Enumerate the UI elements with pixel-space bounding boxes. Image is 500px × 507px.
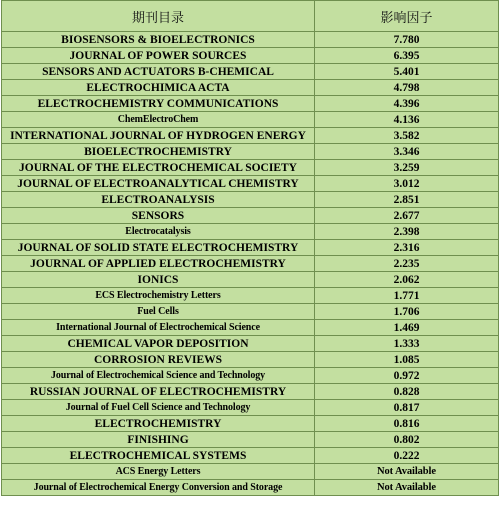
journal-name-cell: Journal of Electrochemical Energy Conversion and Storage xyxy=(2,480,315,496)
impact-factor-cell: 4.798 xyxy=(315,80,499,96)
table-row xyxy=(2,208,499,224)
journal-impact-table xyxy=(1,0,499,496)
table-row xyxy=(2,416,499,432)
journal-name-cell: ELECTROCHEMISTRY xyxy=(2,416,315,432)
journal-name-cell: SENSORS xyxy=(2,208,315,224)
impact-factor-cell: 1.706 xyxy=(315,304,499,320)
impact-factor-cell: 5.401 xyxy=(315,64,499,80)
journal-name-cell: BIOSENSORS & BIOELECTRONICS xyxy=(2,32,315,48)
table-row xyxy=(2,320,499,336)
table-row xyxy=(2,272,499,288)
table-row xyxy=(2,80,499,96)
journal-name-cell: ChemElectroChem xyxy=(2,112,315,128)
journal-name-cell: INTERNATIONAL JOURNAL OF HYDROGEN ENERGY xyxy=(2,128,315,144)
journal-name-cell: ELECTROCHIMICA ACTA xyxy=(2,80,315,96)
journal-name-cell: FINISHING xyxy=(2,432,315,448)
table-row xyxy=(2,240,499,256)
impact-factor-cell: 0.222 xyxy=(315,448,499,464)
table-row xyxy=(2,160,499,176)
journal-name-cell: Journal of Electrochemical Science and Technology xyxy=(2,368,315,384)
impact-factor-cell: 3.259 xyxy=(315,160,499,176)
table-row xyxy=(2,64,499,80)
impact-factor-cell: Not Available xyxy=(315,464,499,480)
impact-factor-cell: 4.136 xyxy=(315,112,499,128)
impact-factor-cell: 2.398 xyxy=(315,224,499,240)
impact-factor-cell: 1.333 xyxy=(315,336,499,352)
impact-factor-cell: 3.582 xyxy=(315,128,499,144)
table-row xyxy=(2,336,499,352)
impact-factor-cell: Not Available xyxy=(315,480,499,496)
impact-factor-cell: 0.816 xyxy=(315,416,499,432)
header-row xyxy=(2,1,499,32)
journal-name-cell: CORROSION REVIEWS xyxy=(2,352,315,368)
table-row xyxy=(2,432,499,448)
impact-factor-cell: 3.346 xyxy=(315,144,499,160)
journal-name-cell: JOURNAL OF SOLID STATE ELECTROCHEMISTRY xyxy=(2,240,315,256)
table-row xyxy=(2,448,499,464)
journal-name-cell: JOURNAL OF APPLIED ELECTROCHEMISTRY xyxy=(2,256,315,272)
journal-name-cell: SENSORS AND ACTUATORS B-CHEMICAL xyxy=(2,64,315,80)
journal-name-cell: JOURNAL OF POWER SOURCES xyxy=(2,48,315,64)
impact-factor-cell: 2.677 xyxy=(315,208,499,224)
journal-name-cell: Fuel Cells xyxy=(2,304,315,320)
journal-name-cell: RUSSIAN JOURNAL OF ELECTROCHEMISTRY xyxy=(2,384,315,400)
journal-name-cell: JOURNAL OF THE ELECTROCHEMICAL SOCIETY xyxy=(2,160,315,176)
impact-factor-cell: 3.012 xyxy=(315,176,499,192)
journal-name-cell: BIOELECTROCHEMISTRY xyxy=(2,144,315,160)
impact-factor-cell: 1.469 xyxy=(315,320,499,336)
journal-name-cell: ELECTROCHEMICAL SYSTEMS xyxy=(2,448,315,464)
table-row xyxy=(2,48,499,64)
impact-factor-column-header: 影响因子 xyxy=(315,1,499,32)
table-row xyxy=(2,32,499,48)
impact-factor-cell: 2.851 xyxy=(315,192,499,208)
journal-name-cell: IONICS xyxy=(2,272,315,288)
table-row xyxy=(2,128,499,144)
table-row xyxy=(2,400,499,416)
impact-factor-cell: 7.780 xyxy=(315,32,499,48)
journal-name-cell: CHEMICAL VAPOR DEPOSITION xyxy=(2,336,315,352)
impact-factor-cell: 2.235 xyxy=(315,256,499,272)
impact-factor-cell: 0.828 xyxy=(315,384,499,400)
table-row xyxy=(2,256,499,272)
journal-name-cell: Journal of Fuel Cell Science and Technology xyxy=(2,400,315,416)
journal-name-cell: JOURNAL OF ELECTROANALYTICAL CHEMISTRY xyxy=(2,176,315,192)
impact-factor-cell: 1.771 xyxy=(315,288,499,304)
table-row xyxy=(2,480,499,496)
journal-name-cell: ELECTROANALYSIS xyxy=(2,192,315,208)
table-row xyxy=(2,352,499,368)
table-row xyxy=(2,112,499,128)
table-row xyxy=(2,304,499,320)
table-row xyxy=(2,144,499,160)
table-row xyxy=(2,288,499,304)
impact-factor-cell: 6.395 xyxy=(315,48,499,64)
table-row xyxy=(2,464,499,480)
impact-factor-cell: 2.062 xyxy=(315,272,499,288)
table-row xyxy=(2,224,499,240)
table-row xyxy=(2,368,499,384)
table-row xyxy=(2,384,499,400)
impact-factor-cell: 0.802 xyxy=(315,432,499,448)
journal-name-cell: Electrocatalysis xyxy=(2,224,315,240)
journal-name-cell: International Journal of Electrochemical Science xyxy=(2,320,315,336)
impact-factor-cell: 0.817 xyxy=(315,400,499,416)
impact-factor-cell: 1.085 xyxy=(315,352,499,368)
journal-name-cell: ELECTROCHEMISTRY COMMUNICATIONS xyxy=(2,96,315,112)
impact-factor-cell: 4.396 xyxy=(315,96,499,112)
table-row xyxy=(2,96,499,112)
impact-factor-cell: 0.972 xyxy=(315,368,499,384)
impact-factor-cell: 2.316 xyxy=(315,240,499,256)
table-row xyxy=(2,176,499,192)
journal-name-cell: ACS Energy Letters xyxy=(2,464,315,480)
journal-column-header: 期刊目录 xyxy=(2,1,315,32)
table-row xyxy=(2,192,499,208)
journal-name-cell: ECS Electrochemistry Letters xyxy=(2,288,315,304)
